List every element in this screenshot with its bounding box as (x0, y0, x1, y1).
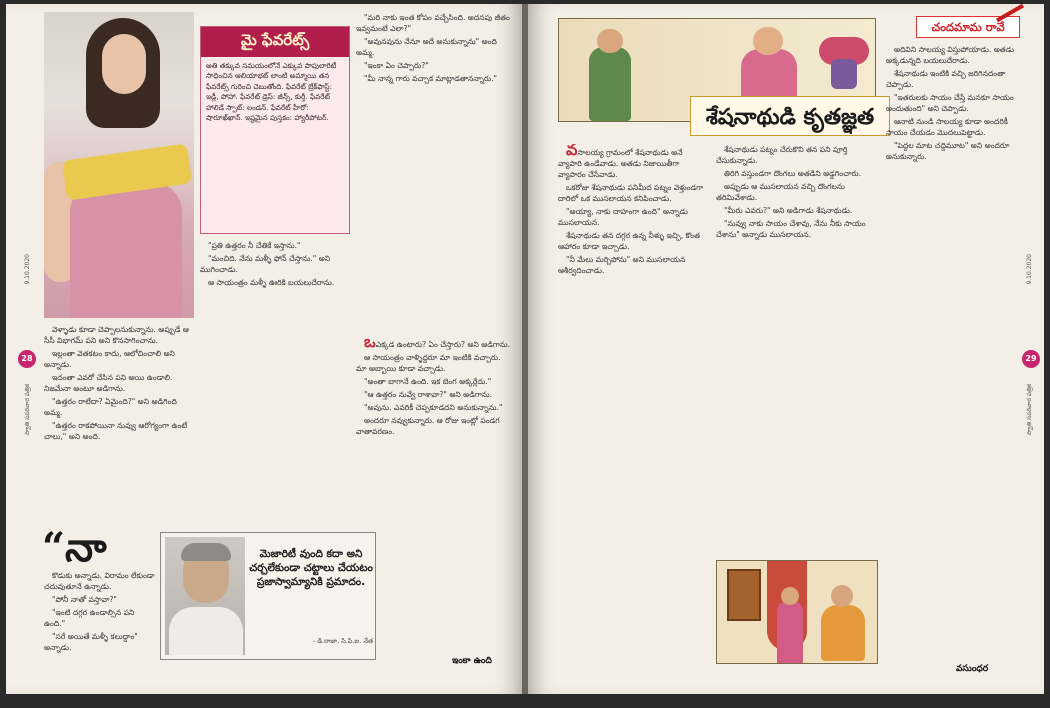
paragraph: "మీరు ఎవరు?" అని అడిగాడు శేషనాథుడు. (724, 206, 853, 215)
dropcap: వ (566, 144, 578, 159)
paragraph: ఆనాటి నుండి సాలయ్య కూడా అందరికీ సాయం చేయడం మొదలుపెట్టాడు. (886, 117, 1008, 137)
paragraph: తిరిగి వస్తుండగా దొంగలు అతడిని అడ్డగించారు. (724, 169, 861, 178)
story-column-2 (716, 144, 878, 554)
paragraph: "సరే అయితే మళ్ళీ కలుద్దాం" అన్నాడు. (44, 632, 138, 652)
pen-icon (996, 4, 1024, 22)
continued-label: ఇంకా ఉంది (452, 656, 492, 666)
paragraph (558, 144, 708, 180)
author-name: వసుంధర (956, 664, 989, 674)
story-column-3 (886, 44, 1018, 662)
magazine-label: స్వాతి సపరివార పత్రిక (1026, 384, 1033, 436)
paragraph: ఆ సాయంత్రం మళ్ళీ ఊరికి బయలుదేరాను. (208, 278, 335, 287)
paragraph: "ఇంకా ఏం చెప్పారు?" (364, 61, 429, 70)
paragraph: "మంచిది. నేను మళ్ళీ ఫోన్ చేస్తాను." అని ముగించాడు. (200, 254, 331, 274)
brand-label: చందమామ రావే (931, 20, 1005, 34)
paragraph: "నువ్వు నాకు సాయం చేశావు, నేను నీకు సాయం చేశాను" అన్నాడు ముసలాయన. (716, 219, 866, 239)
paragraph (356, 336, 512, 350)
paragraph: "మీ నాన్న గారు వచ్చాక మాట్లాడతానన్నారు." (364, 74, 498, 83)
paragraph: శేషనాథుడు పట్నం చేరుకొని తన పని పూర్తి చేసుకున్నాడు. (716, 145, 848, 165)
favourites-title: మై ఫేవరేట్స్ (201, 27, 349, 57)
page-number: 28 (18, 350, 36, 368)
paragraph: ఇదంతా ఎవరో చేసిన పని అయి ఉండాలి. నిజమేనా అంటూ అడిగాను. (44, 373, 173, 393)
paragraph: "అయ్యా, నాకు దాహంగా ఉంది" అన్నాడు ముసలాయన. (558, 207, 688, 227)
quote-portrait-box (160, 532, 376, 660)
column-1-bottom (44, 570, 156, 680)
column-1-top (200, 240, 350, 530)
actress-photo (44, 12, 194, 318)
paragraph: "ఉత్తరం రాలేదా? ఏమైంది?" అని అడిగింది అమ్మ. (44, 397, 177, 417)
paragraph: "ఇంటి దగ్గర ఉండాల్సిన పని ఉంది." (44, 608, 135, 628)
paragraph: వెళ్ళాడు కూడా చెప్పాలనుకున్నాను. అప్పుడే ఆ సీసీ విభాగమ్ పని అని కొనసాగించాను. (44, 325, 189, 345)
column-2 (356, 12, 512, 330)
column-1 (44, 324, 194, 530)
portrait-photo (165, 537, 245, 655)
paragraph: కొడుకు అన్నాడు. విరామం లేకుండా చదువుతూనే ఉన్నాడు. (44, 571, 155, 591)
quote-mark: “నా (42, 524, 107, 571)
paragraph: అందరూ నవ్వుకున్నారు. ఆ రోజు ఇంట్లో పండగ వాతావరణం. (356, 416, 500, 436)
dropcap: ఒ (364, 336, 376, 351)
left-page (6, 4, 522, 694)
date-label: 9.10.2020 (1026, 254, 1033, 285)
paragraph: "నీ మేలు మర్చిపోను" అని ముసలాయన ఆశీర్వదించాడు. (558, 255, 686, 275)
portrait-quote: మెజారిటీ వుంది కదా అని చర్చలేకుండా చట్టాలు చేయటం ప్రజాస్వామ్యానికి ప్రమాదం. (249, 548, 373, 588)
paragraph: "ప్రతి ఉత్తరం నీ చేతికే ఇస్తాను." (208, 241, 301, 250)
story-column-1 (558, 144, 708, 684)
magazine-label: స్వాతి సపరివార పత్రిక (24, 384, 31, 436)
page-number: 29 (1022, 350, 1040, 368)
paragraph: శేషనాథుడు తన దగ్గర ఉన్న నీళ్ళు ఇచ్చి, కొంత ఆహారం కూడా ఇచ్చాడు. (558, 231, 701, 251)
favourites-body: అతి తక్కువ సమయంలోనే ఎక్కువ పాపులారిటీ సాధించిన ఆలియాభట్ లాంటి అమ్మాయి తన ఫేవరేట్స్ గురించి చెబుతోంది. ఫేవరేట్ బ్రేక్‌ఫాస్ట్: ఇడ్లీ, పోహా. ఫేవరేట్ డ్రెస్: జీన్స్, కుర్తీ. ఫేవరేట్ హాలిడే స్పాట్: లండన్. ఫేవరేట్ హీరో: షారూఖ్‌ఖాన్. ఇష్టమైన పుస్తకం: హ్యారీపోటర్. (206, 61, 337, 123)
paragraph: "మరి నాకు ఇంత కోపం వచ్చేసింది. అదనపు జీతం ఇవ్వమంటే ఎలా?" (356, 13, 510, 33)
paragraph: "ఇతరులకు సాయం చేస్తే మనకూ సాయం అందుతుంది" అని చెప్పాడు. (886, 93, 1014, 113)
paragraph: అప్పుడు ఆ ముసలాయన వచ్చి దొంగలను తరిమివేశాడు. (716, 182, 845, 202)
paragraph: "పెద్దల మాట చద్దిమూట" అని అందరూ అనుకున్నారు. (886, 141, 1010, 161)
paragraph: "ఉత్తరం రాకపోయినా నువ్వు ఆరోగ్యంగా ఉంటే చాలు," అని అంది. (44, 421, 188, 441)
paragraph: "అవునవును నేనూ అదే అనుకున్నాను" అంది అమ్మ. (356, 37, 497, 57)
story-illustration-bottom (716, 560, 878, 664)
paragraph: "ఆ ఉత్తరం నువ్వే రాశావా?" అని అడిగాను. (364, 390, 492, 399)
paragraph: "అవును. ఎవరికీ చెప్పకూడదని అనుకున్నాను." (364, 403, 503, 412)
paragraph-text: సాలయ్య గ్రామంలో శేషనాథుడు అనే వ్యాపారి ఉండేవాడు. అతడు నిజాయితీగా వ్యాపారం చేసేవాడు. (558, 148, 683, 179)
favourites-box (200, 26, 350, 234)
paragraph: "పోనీ నాతో వస్తావా?" (52, 595, 117, 604)
section-brand (916, 16, 1020, 38)
column-3 (356, 336, 512, 528)
paragraph: "అంతా బాగానే ఉంది. ఇక బెంగ అక్కర్లేదు." (364, 377, 492, 386)
paragraph: అదివిని సాలయ్య విస్తుపోయాడు. అతడు అక్కడున్నది బయలుదేరాడు. (886, 45, 1014, 65)
date-label: 9.10.2020 (24, 254, 31, 285)
paragraph: ఆ సాయంత్రం వాళ్ళిద్దరూ మా ఇంటికి వచ్చారు. మా అబ్బాయి కూడా వచ్చాడు. (356, 353, 501, 373)
paragraph: ఒకరోజు శేషనాథుడు పనిమీద పట్నం వెళ్తుండగా దారిలో ఒక ముసలాయన కనిపించాడు. (558, 183, 704, 203)
paragraph: శేషనాథుడు ఇంటికి వచ్చి జరిగినదంతా చెప్పాడు. (886, 69, 1006, 89)
paragraph-text: ఎక్కడ ఉంటారు? ఏం చేస్తారు? అని అడిగాను. (375, 340, 511, 349)
story-title: శేషనాథుడి కృతజ్ఞత (690, 96, 890, 136)
right-page (528, 4, 1044, 694)
magazine-spread (6, 4, 1044, 694)
paragraph: ఇల్లంతా వెతకటం కాదు, ఆలోచించాలి అని అన్నాడు. (44, 349, 175, 369)
portrait-caption: - డి.రాజా, సి.పి.ఐ. నేత (312, 637, 373, 645)
